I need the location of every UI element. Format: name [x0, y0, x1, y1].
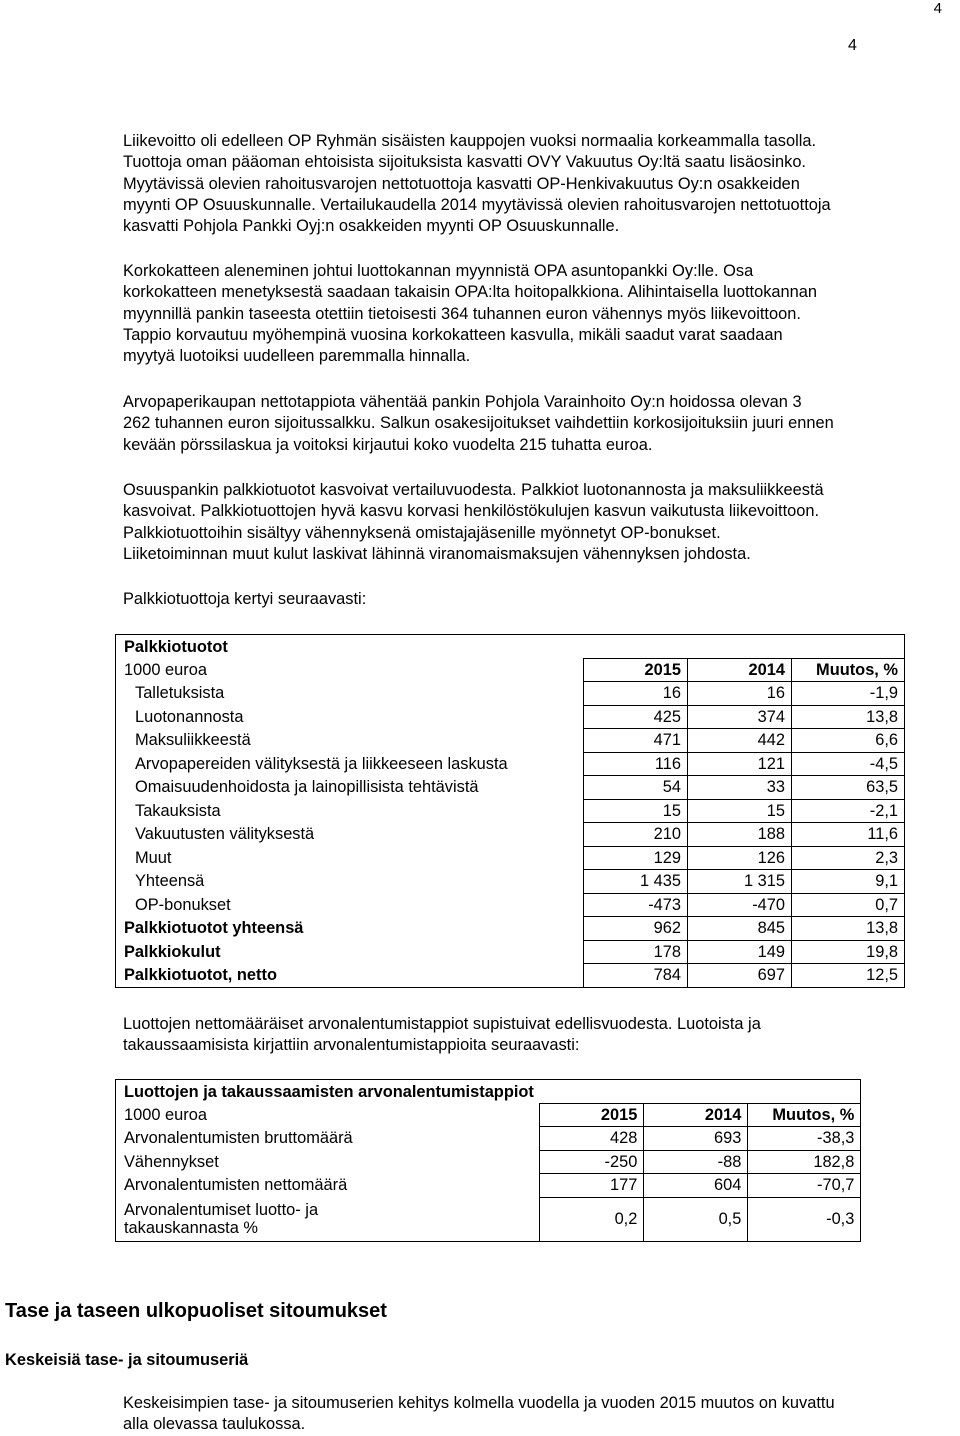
value-change: 11,6 [792, 823, 905, 847]
table-row [116, 1150, 861, 1174]
value-change: -4,5 [792, 752, 905, 776]
row-label: Arvopapereiden välityksestä ja liikkeeseen laskusta [116, 752, 584, 776]
table-header-row [116, 658, 905, 682]
table-header-row [116, 1103, 861, 1127]
value-2015: 15 [584, 799, 688, 823]
text-line: kasvoivat. Palkkiotuottojen hyvä kasvu korvasi henkilöstökulujen kasvun vaikutusta liikevoittoon. [123, 502, 820, 521]
section-subheading: Keskeisiä tase- ja sitoumuseriä [5, 1351, 249, 1369]
text-line: Korkokatteen aleneminen johtui luottokannan myynnistä OPA asuntopankki Oy:lle. Osa [123, 262, 754, 280]
value-change: 0,7 [792, 893, 905, 917]
value-2015: 0,2 [540, 1197, 644, 1242]
value-change: 63,5 [792, 776, 905, 800]
value-2015: 54 [584, 776, 688, 800]
value-2014: 15 [688, 799, 792, 823]
table-row [116, 1127, 861, 1151]
text-line: Liikevoitto oli edelleen OP Ryhmän sisäisten kauppojen vuoksi normaalia korkeammalla tasolla. [123, 132, 817, 150]
table-row [116, 1197, 861, 1242]
table-row [116, 823, 905, 847]
text-line: myynnillä pankin taseesta otettiin tietoisesti 364 tuhannen euron vähennys myös liikevoittoon. [123, 304, 801, 323]
row-label: Luotonannosta [116, 705, 584, 729]
value-2015: 16 [584, 682, 688, 706]
value-change: -0,3 [748, 1197, 861, 1242]
text-line: takaussaamisista kirjattiin arvonalentumistappioita seuraavasti: [123, 1036, 580, 1055]
value-2015: 428 [540, 1127, 644, 1151]
table-row [116, 705, 905, 729]
value-change: 12,5 [792, 964, 905, 988]
text-line: Keskeisimpien tase- ja sitoumuserien kehitys kolmella vuodella ja vuoden 2015 muutos on kuvattu [123, 1394, 835, 1412]
table-row [116, 1174, 861, 1198]
value-change: 182,8 [748, 1150, 861, 1174]
column-header-2014: 2014 [644, 1103, 748, 1127]
column-header-2015: 2015 [540, 1103, 644, 1127]
text-line: myynti OP Osuuskunnalle. Vertailukaudella 2014 myytävissä olevien rahoitusvarojen nettotuottoja [123, 195, 831, 214]
value-change: 13,8 [792, 705, 905, 729]
table-title-row [116, 1080, 861, 1104]
row-label: Maksuliikkeestä [116, 729, 584, 753]
text-line: Myytävissä olevien rahoitusvarojen nettotuottoja kasvatti OP-Henkivakuutus Oy:n osakkeiden [123, 174, 800, 193]
value-change: -38,3 [748, 1127, 861, 1151]
table-row [116, 682, 905, 706]
table-row [116, 752, 905, 776]
text-line: Tuottoja oman pääoman ehtoisista sijoituksista kasvatti OVY Vakuutus Oy:ltä saatu lisäosinko. [123, 153, 806, 172]
paragraph-profit [123, 131, 938, 237]
value-2014: 845 [688, 917, 792, 941]
table-title: Palkkiotuotot [116, 635, 584, 659]
table-row [116, 940, 905, 964]
value-2014: 188 [688, 823, 792, 847]
value-change: -2,1 [792, 799, 905, 823]
value-2014: 149 [688, 940, 792, 964]
text-line: Liiketoiminnan muut kulut laskivat lähinnä viranomaismaksujen vähennyksen johdosta. [123, 544, 751, 563]
impairment-table [115, 1079, 861, 1242]
value-2014: 0,5 [644, 1197, 748, 1242]
row-label: Palkkiotuotot yhteensä [116, 917, 584, 941]
text-line: Arvopaperikaupan nettotappiota vähentää pankin Pohjola Varainhoito Oy:n hoidossa olevan 3 [123, 393, 802, 411]
table-row [116, 776, 905, 800]
paragraph-securities [123, 392, 938, 456]
text-line: korkokatteen menetyksestä saadaan takaisin OPA:lta hoitopalkkiona. Alihintaisella luottokannan [123, 283, 817, 302]
value-2014: 693 [644, 1127, 748, 1151]
page-number: 4 [848, 37, 857, 54]
value-2015: 1 435 [584, 870, 688, 894]
value-change: 2,3 [792, 846, 905, 870]
row-label: Yhteensä [116, 870, 584, 894]
value-2014: 374 [688, 705, 792, 729]
value-change: 19,8 [792, 940, 905, 964]
table-row [116, 846, 905, 870]
value-2014: 121 [688, 752, 792, 776]
table-row [116, 870, 905, 894]
row-label-line: Arvonalentumiset luotto- ja [124, 1201, 319, 1219]
value-2014: 697 [688, 964, 792, 988]
value-2015: 425 [584, 705, 688, 729]
value-2015: 210 [584, 823, 688, 847]
value-2015: 116 [584, 752, 688, 776]
value-2015: -473 [584, 893, 688, 917]
value-2015: 129 [584, 846, 688, 870]
row-label [116, 1197, 540, 1242]
text-line: 262 tuhannen euron sijoitussalkku. Salkun osakesijoitukset vaihdettiin korkosijoituksiin juuri ennen [123, 414, 834, 433]
unit-label: 1000 euroa [116, 658, 584, 682]
paragraph-balance-intro [123, 1393, 938, 1436]
value-change: -1,9 [792, 682, 905, 706]
table-title: Luottojen ja takaussaamisten arvonalentumistappiot [116, 1080, 540, 1104]
row-label: OP-bonukset [116, 893, 584, 917]
text-line: kevään pörssilaskua ja voitoksi kirjautui koko vuodelta 215 tuhatta euroa. [123, 435, 653, 454]
value-2015: 962 [584, 917, 688, 941]
row-label: Omaisuudenhoidosta ja lainopillisista tehtävistä [116, 776, 584, 800]
value-2014: 1 315 [688, 870, 792, 894]
value-2014: -470 [688, 893, 792, 917]
column-header-2014: 2014 [688, 658, 792, 682]
page-number-header: 4 [933, 0, 942, 17]
text-line: alla olevassa taulukossa. [123, 1415, 306, 1434]
paragraph-impairment [123, 1014, 938, 1057]
value-2015: 177 [540, 1174, 644, 1198]
value-2014: 604 [644, 1174, 748, 1198]
value-2015: 471 [584, 729, 688, 753]
table-row [116, 729, 905, 753]
paragraph-fees [123, 480, 938, 565]
column-header-change: Muutos, % [748, 1103, 861, 1127]
text-line: kasvatti Pohjola Pankki Oyj:n osakkeiden myynti OP Osuuskunnalle. [123, 217, 620, 236]
fee-income-table [115, 634, 905, 988]
value-change: 13,8 [792, 917, 905, 941]
row-label: Talletuksista [116, 682, 584, 706]
value-change: 9,1 [792, 870, 905, 894]
value-2015: -250 [540, 1150, 644, 1174]
text-line: Osuuspankin palkkiotuotot kasvoivat vertailuvuodesta. Palkkiot luotonannosta ja maksuliikkeestä [123, 481, 824, 499]
value-2015: 178 [584, 940, 688, 964]
text-line: Luottojen nettomääräiset arvonalentumistappiot supistuivat edellisvuodesta. Luotoista ja [123, 1015, 761, 1033]
value-change: 6,6 [792, 729, 905, 753]
row-label: Palkkiotuotot, netto [116, 964, 584, 988]
column-header-2015: 2015 [584, 658, 688, 682]
row-label: Palkkiokulut [116, 940, 584, 964]
column-header-change: Muutos, % [792, 658, 905, 682]
paragraph-interest [123, 261, 938, 367]
row-label: Arvonalentumisten nettomäärä [116, 1174, 540, 1198]
value-2014: 16 [688, 682, 792, 706]
table-row [116, 893, 905, 917]
table-row [116, 799, 905, 823]
section-heading: Tase ja taseen ulkopuoliset sitoumukset [5, 1300, 387, 1322]
row-label: Arvonalentumisten bruttomäärä [116, 1127, 540, 1151]
text-line: Tappio korvautuu myöhempinä vuosina korkokatteen kasvulla, mikäli saadut varat saadaan [123, 325, 783, 344]
table-title-row [116, 635, 905, 659]
unit-label: 1000 euroa [116, 1103, 540, 1127]
text-line: Palkkiotuottoihin sisältyy vähennyksenä omistajajäsenille myönnetyt OP-bonukset. [123, 523, 721, 542]
table-row [116, 917, 905, 941]
row-label: Muut [116, 846, 584, 870]
table-row [116, 964, 905, 988]
value-2014: 126 [688, 846, 792, 870]
value-2015: 784 [584, 964, 688, 988]
text-line: Palkkiotuottoja kertyi seuraavasti: [123, 590, 367, 608]
text-line: myytyä luotoiksi uudelleen paremmalla hinnalla. [123, 347, 471, 366]
paragraph-fee-intro [123, 589, 938, 610]
row-label: Vakuutusten välityksestä [116, 823, 584, 847]
value-2014: 442 [688, 729, 792, 753]
row-label: Takauksista [116, 799, 584, 823]
value-change: -70,7 [748, 1174, 861, 1198]
row-label: Vähennykset [116, 1150, 540, 1174]
value-2014: 33 [688, 776, 792, 800]
value-2014: -88 [644, 1150, 748, 1174]
row-label-line: takauskannasta % [124, 1219, 258, 1237]
